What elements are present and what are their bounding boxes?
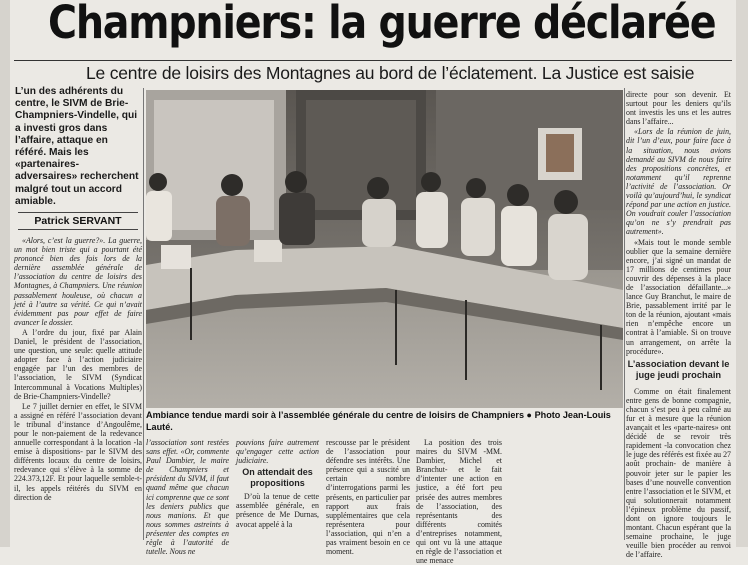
paragraph: rescousse par le président de l’association pour défendre ses intérêts. Une présence qui a suscité un certain nombre d’interrogations parmi les présents, en particulier par rapport aux frais supplémentaires que cela représentera pour l’association, qui n’en a pas vraiment besoin en ce moment. <box>326 438 410 557</box>
headline: Champniers: la guerre déclarée <box>48 0 716 49</box>
article-column-1 <box>14 236 142 536</box>
paragraph: D’où la tenue de cette assemblée générale, en présence de Me Durnas, avocat appelé à la <box>236 492 319 529</box>
paragraph: La position des trois maires du SIVM -MM. Dambier, Michel et Branchut- et le fait d’intenter une action en justice, a été fort peu prisée des autres membres de l’association, des représentants des différents comités d’entreprises notamment, qui ont vu là une attaque en règle de l’association et une menace <box>416 438 502 565</box>
section-subhead: L’association devant le juge jeudi prochain <box>627 358 730 380</box>
paragraph: l’association sont restées sans effet. «Or, commente Paul Dambier, le maire de Champniers et président du SIVM, il faut quand même que chacun ici comprenne que ce sont les deniers publics que nous manions. Et que nous sommes astreints à présenter des comptes en règle à l’autorité de tutelle. Nous ne <box>146 438 229 557</box>
paragraph: «Alors, c’est la guerre?». La guerre, un mot bien triste qui a pourtant été prononcé bien des fois lors de la dernière assemblée générale de l’association du centre de loisirs des Montagnes, à Champniers. Une réunion passablement houleuse, où chacun a jeté à l’autre sa vérité. Ce qui n’avait évidemment pas pour effet de faire avancer le dossier. <box>14 236 142 327</box>
paragraph: «Mais tout le monde semble oublier que la semaine dernière encore, j’ai signé un mandat de 17 millions de centimes pour couvrir des dépenses à la place de l’association défaillante...» lance Guy Branchut, le maire de Brie, passablement irrité par le ton de la réunion, ajoutant «mais rien n’empêche encore un contrat à l’amiable. Si on trouve un arrangement, on arrête la procédure». <box>626 237 731 356</box>
article-column-5 <box>416 438 502 565</box>
intro-paragraph: L’un des adhérents du centre, le SIVM de Brie-Champniers-Vindelle, qui a investi gros dans l’affaire, attaque en référé. Mais les «partenaires-adversaires» recherchent malgré tout un accord amiable. <box>15 86 139 207</box>
subtitle: Le centre de loisirs des Montagnes au bord de l’éclatement. La Justice est saisie <box>86 63 695 83</box>
right-page-margin <box>736 0 748 547</box>
headline-rule <box>14 60 732 61</box>
photo-caption: Ambiance tendue mardi soir à l’assemblée générale du centre de loisirs de Champniers ● Photo Jean-Louis Lauté. <box>146 410 611 432</box>
meeting-photo <box>146 90 623 408</box>
paragraph: pouvions faire autrement qu’engager cette action judiciaire. <box>236 438 319 466</box>
section-subhead: On attendait des propositions <box>242 467 313 488</box>
paragraph: «Lors de la réunion de juin, dit l’un d’eux, pour faire face à la situation, nous avions demandé au SIVM de nous faire des propositions concrètes, et notamment qu’il reprenne l’activité de l’association. Or voilà qu’aujourd’hui, le syndicat répond par une action en justice. On voudrait couler l’association qu’on ne s’y prendrait pas autrement». <box>626 127 731 237</box>
meeting-photo-graphic <box>146 90 623 408</box>
article-column-3 <box>236 438 319 543</box>
article-column-6 <box>626 90 731 560</box>
column-rule <box>624 88 625 540</box>
column-rule <box>143 88 144 540</box>
paragraph: directe pour son devenir. Et surtout pour les deniers qu’ils ont investis les uns et les autres dans l’affaire... <box>626 90 731 127</box>
article-column-2 <box>146 438 229 557</box>
paragraph: Comme on était finalement entre gens de bonne compagnie, chacun s’est peu à peu calmé au fur et à mesure que la réunion avançait et les «parte-naires» ont décidé de se revoir très rapidement -la convocation chez le juge des référés est fixée au 27 août prochain- de manière à pouvoir jeter sur le papier les bases d’une nouvelle convention entre l’association et le SIVM, et qui solutionnerait notamment l’épineux problème du passif, dont on ignore toujours le montant. Chacun espérant que la semaine prochaine, le juge veuille bien procéder au renvoi de l’affaire. <box>626 386 731 560</box>
paragraph: A l’ordre du jour, fixé par Alain Daniel, le président de l’association, une question, une seule: quelle attitude adopter face à l’action judiciaire engagée par l’un des membres de l’association, le SIVM (Syndicat Intercommunal à Vocations Multiples) de Brie-Champniers-Vindelle? <box>14 327 142 401</box>
article-column-4 <box>326 438 410 557</box>
paragraph: Le 7 juillet dernier en effet, le SIVM a assigné en référé l’association devant le tribunal d’instance d’Angoulême, pour le non-paiement de la redevance annuelle correspondant à la location -la emise à dispositions- par le SIVM des différents locaux du centre de loisirs, redevance qui s’élève à la somme de 224.373,12F. Et pour laquelle semble-t-il, les appels réitérés du SIVM en direction de <box>14 401 142 502</box>
author-byline: Patrick SERVANT <box>18 212 138 230</box>
left-page-margin <box>0 0 10 547</box>
